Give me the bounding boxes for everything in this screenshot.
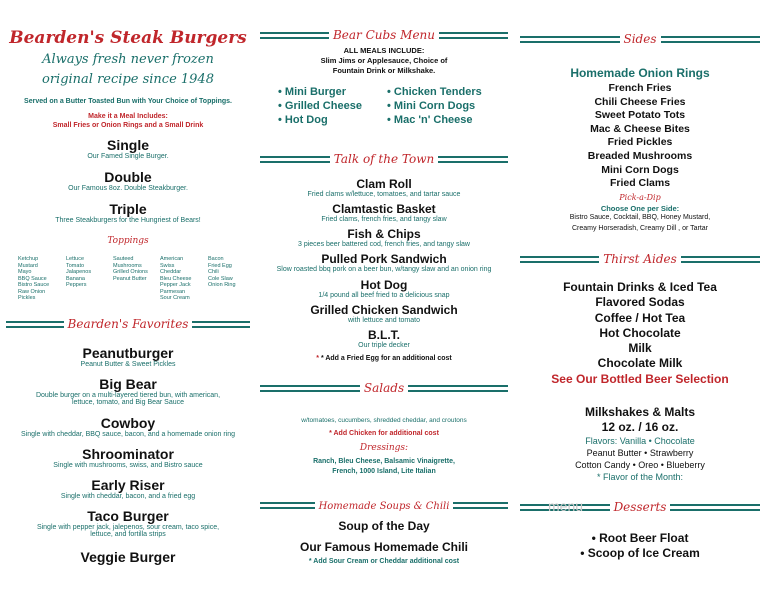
shakes-size: 12 oz. / 16 oz. <box>601 420 679 434</box>
toppings-column <box>160 256 192 302</box>
town-desc: Our triple decker <box>358 342 410 349</box>
toppings-title: Toppings <box>107 236 149 246</box>
topping: Bacon <box>208 256 224 262</box>
topping: Parmesan <box>160 288 186 295</box>
soup-note: * Add Sour Cream or Cheddar additional cost <box>308 558 460 565</box>
favorite-item <box>0 508 256 538</box>
cubs-list-right <box>387 85 482 127</box>
town-desc: Slow roasted bbq pork on a beer bun, w/tangy slaw and an onion ring <box>276 266 492 273</box>
topping: Banana <box>66 275 85 282</box>
onion-rings: Homemade Onion Rings <box>570 66 710 80</box>
favorite-desc: Single with cheddar, BBQ sauce, bacon, and a homemade onion ring <box>20 431 236 438</box>
salads-desc: w/tomatoes, cucumbers, shredded cheddar, and croutons <box>301 417 467 424</box>
dessert-item: • Root Beer Float <box>591 531 689 545</box>
topping: Swiss <box>160 262 175 269</box>
topping: American <box>160 256 184 262</box>
column-cubs-town <box>256 0 512 591</box>
topping: Bleu Cheese <box>160 275 192 282</box>
burger-desc: Our Famed Single Burger. <box>87 153 169 160</box>
watermark: menu <box>548 498 584 514</box>
chicken-note: * Add Chicken for additional cost <box>329 430 439 437</box>
burger-double <box>0 169 256 192</box>
side-item: Fried Pickles <box>607 136 673 149</box>
topping: Chili <box>208 269 219 275</box>
toppings-column <box>18 256 49 302</box>
favorite-desc: Single with mushrooms, swiss, and Bistro sauce <box>53 462 203 469</box>
topping: Ketchup <box>18 256 39 262</box>
flavors-line-3: Cotton Candy • Oreo • Blueberry <box>575 460 705 470</box>
salads-header <box>256 381 512 397</box>
topping: Tomato <box>66 262 85 269</box>
brand-title: Bearden's Steak Burgers <box>9 28 247 48</box>
cubs-item: • Grilled Cheese <box>278 100 362 112</box>
dip-title: Pick-a-Dip <box>619 193 661 202</box>
cubs-item: • Mac 'n' Cheese <box>387 114 473 126</box>
cubs-note-2: Slim Jims or Applesauce, Choice of <box>320 56 448 65</box>
egg-note: * * Add a Fried Egg for an additional cost <box>316 355 452 362</box>
topping: Peanut Butter <box>113 275 147 282</box>
soups-header <box>256 498 512 514</box>
town-item <box>256 227 512 248</box>
drink-item: Chocolate Milk <box>597 356 683 371</box>
topping: Fried Egg <box>208 262 232 269</box>
favorite-item <box>0 477 256 500</box>
drink-item: Fountain Drinks & Iced Tea <box>563 280 717 294</box>
cubs-note-3: Fountain Drink or Milkshake. <box>332 66 436 75</box>
burger-name: Single <box>106 137 149 153</box>
favorite-item <box>0 446 256 469</box>
favorite-item <box>0 345 256 368</box>
town-name: Hot Dog <box>360 278 408 292</box>
favorites-header <box>0 317 256 333</box>
side-item: Mac & Cheese Bites <box>590 122 690 135</box>
burger-triple <box>0 201 256 224</box>
favorite-name: Shroominator <box>82 446 174 462</box>
dip-subtitle: Choose One per Side: <box>600 204 680 213</box>
favorite-name: Peanutburger <box>82 345 174 361</box>
town-name: Grilled Chicken Sandwich <box>310 303 458 317</box>
topping: BBQ Sauce <box>18 275 47 282</box>
favorite-name: Big Bear <box>99 376 157 392</box>
favorite-desc: Peanut Butter & Sweet Pickles <box>80 361 176 368</box>
cubs-title: Bear Cubs Menu <box>329 28 439 42</box>
meal-line-1: Make it a Meal Includes: <box>88 113 168 120</box>
soups-title: Homemade Soups & Chili <box>315 501 454 512</box>
toppings-column <box>113 256 148 282</box>
toppings-column <box>66 256 91 289</box>
drink-item: Flavored Sodas <box>595 295 685 310</box>
topping: Sour Cream <box>160 295 190 301</box>
topping: Peppers <box>66 282 87 288</box>
burger-single <box>0 137 256 160</box>
side-item: Chili Cheese Fries <box>594 95 686 108</box>
served-note: Served on a Butter Toasted Bun with Your Choice of Toppings. <box>24 98 232 105</box>
town-name: Clamtastic Basket <box>332 202 436 216</box>
town-item <box>256 202 512 223</box>
topping: Bistro Sauce <box>18 282 50 288</box>
town-header <box>256 152 512 168</box>
salads-title: Salads <box>360 381 408 395</box>
town-desc: Fried clams w/lettuce, tomatoes, and tartar sauce <box>307 191 461 198</box>
side-item: Sweet Potato Tots <box>594 109 686 122</box>
favorite-desc: Single with cheddar, bacon, and a fried egg <box>60 493 196 500</box>
topping: Pepper Jack <box>160 282 191 288</box>
favorite-item <box>0 549 256 565</box>
topping: Mushrooms <box>113 262 142 269</box>
favorite-item <box>0 415 256 438</box>
topping: Pickles <box>18 295 36 301</box>
favorite-name: Early Riser <box>91 477 165 493</box>
tagline-since: original recipe since 1948 <box>42 72 214 87</box>
flavor-of-month: * Flavor of the Month: <box>596 472 684 482</box>
town-desc: 1/4 pound all beef fried to a delicious snap <box>318 292 450 299</box>
homemade-chili: Our Famous Homemade Chili <box>299 540 469 554</box>
favorite-name: Taco Burger <box>87 508 169 524</box>
flavors-line-2: Peanut Butter • Strawberry <box>586 448 694 458</box>
drink-item: Milk <box>628 341 652 356</box>
desserts-list <box>512 531 768 561</box>
cubs-item: • Mini Burger <box>278 86 347 98</box>
dip-line-1: Bistro Sauce, Cocktail, BBQ, Honey Mustard, <box>569 214 711 221</box>
side-item: Breaded Mushrooms <box>587 149 693 162</box>
favorite-name: Cowboy <box>100 415 156 431</box>
town-item <box>256 278 512 299</box>
town-item <box>256 303 512 324</box>
cubs-note-1: ALL MEALS INCLUDE: <box>343 46 425 55</box>
town-name: Fish & Chips <box>347 227 421 241</box>
tagline-fresh: Always fresh never frozen <box>42 52 214 67</box>
favorite-item <box>0 376 256 406</box>
topping: Jalapenos <box>66 269 92 275</box>
dressings-line-1: Ranch, Bleu Cheese, Balsamic Vinaigrette, <box>313 458 455 465</box>
flavors-line-1: Flavors: Vanilla • Chocolate <box>585 436 695 446</box>
toppings-column <box>208 256 236 289</box>
cubs-item: • Mini Corn Dogs <box>387 100 476 112</box>
sides-header <box>512 32 768 48</box>
town-name: Clam Roll <box>356 177 412 191</box>
drink-item: Hot Chocolate <box>599 325 681 340</box>
topping: Raw Onion <box>18 288 46 295</box>
town-item <box>256 252 512 273</box>
burger-name: Triple <box>109 201 147 217</box>
side-item: French Fries <box>608 82 672 94</box>
desserts-title: Desserts <box>610 500 671 514</box>
column-burgers <box>0 0 256 591</box>
town-name: Pulled Pork Sandwich <box>321 252 447 266</box>
town-item <box>256 328 512 349</box>
dip-line-2: Creamy Horseradish, Creamy Dill , or Tartar <box>571 225 708 232</box>
meal-line-2: Small Fries or Onion Rings and a Small Drink <box>52 122 204 129</box>
cubs-list-left <box>278 85 362 127</box>
cubs-item: • Hot Dog <box>278 114 328 126</box>
favorite-name: Veggie Burger <box>80 549 176 565</box>
town-desc: with lettuce and tomato <box>348 317 420 324</box>
topping: Cheddar <box>160 269 182 275</box>
topping: Lettuce <box>66 256 85 262</box>
topping: Grilled Onions <box>113 269 148 275</box>
dressings-line-2: French, 1000 Island, Lite Italian <box>332 468 436 475</box>
favorite-desc: Double burger on a multi-layered tiered bun, with american, lettuce, tomato, and Big Bear Sauce <box>35 392 221 406</box>
drinks-list <box>512 280 768 372</box>
burger-desc: Our Famous 8oz. Double Steakburger. <box>68 185 188 192</box>
dessert-item: • Scoop of Ice Cream <box>580 546 700 560</box>
beer-note: See Our Bottled Beer Selection <box>551 372 729 386</box>
topping: Mustard <box>18 262 38 269</box>
thirst-header <box>512 252 768 268</box>
drink-item: Coffee / Hot Tea <box>594 310 686 325</box>
side-item: Mini Corn Dogs <box>601 163 679 176</box>
cubs-header <box>256 28 512 44</box>
side-item: Fried Clams <box>609 177 671 190</box>
shakes-title: Milkshakes & Malts <box>584 405 696 419</box>
topping: Cole Slaw <box>208 275 233 282</box>
favorite-desc: Single with pepper jack, jalepenos, sour cream, taco spice, lettuce, and fortilla strips <box>36 524 220 538</box>
town-desc: 3 pieces beer battered cod, french fries, and tangy slaw <box>298 241 470 248</box>
sides-list <box>512 82 768 191</box>
dressings-title: Dressings: <box>359 443 409 453</box>
town-desc: Fried clams, french fries, and tangy slaw <box>321 216 447 223</box>
topping: Sauteed <box>113 256 134 262</box>
egg-note-text: * Add a Fried Egg for an additional cost <box>320 355 452 362</box>
town-item <box>256 177 512 198</box>
cubs-item: • Chicken Tenders <box>387 86 482 98</box>
favorites-title: Bearden's Favorites <box>64 317 193 331</box>
sides-title: Sides <box>620 32 661 46</box>
soup-of-day: Soup of the Day <box>338 519 430 533</box>
topping: Mayo <box>18 269 32 275</box>
town-name: B.L.T. <box>368 328 400 342</box>
burger-name: Double <box>104 169 152 185</box>
topping: Onion Ring <box>208 282 236 288</box>
town-title: Talk of the Town <box>330 152 438 166</box>
thirst-title: Thirst Aides <box>599 252 681 266</box>
burger-desc: Three Steakburgers for the Hungriest of Bears! <box>55 217 201 224</box>
